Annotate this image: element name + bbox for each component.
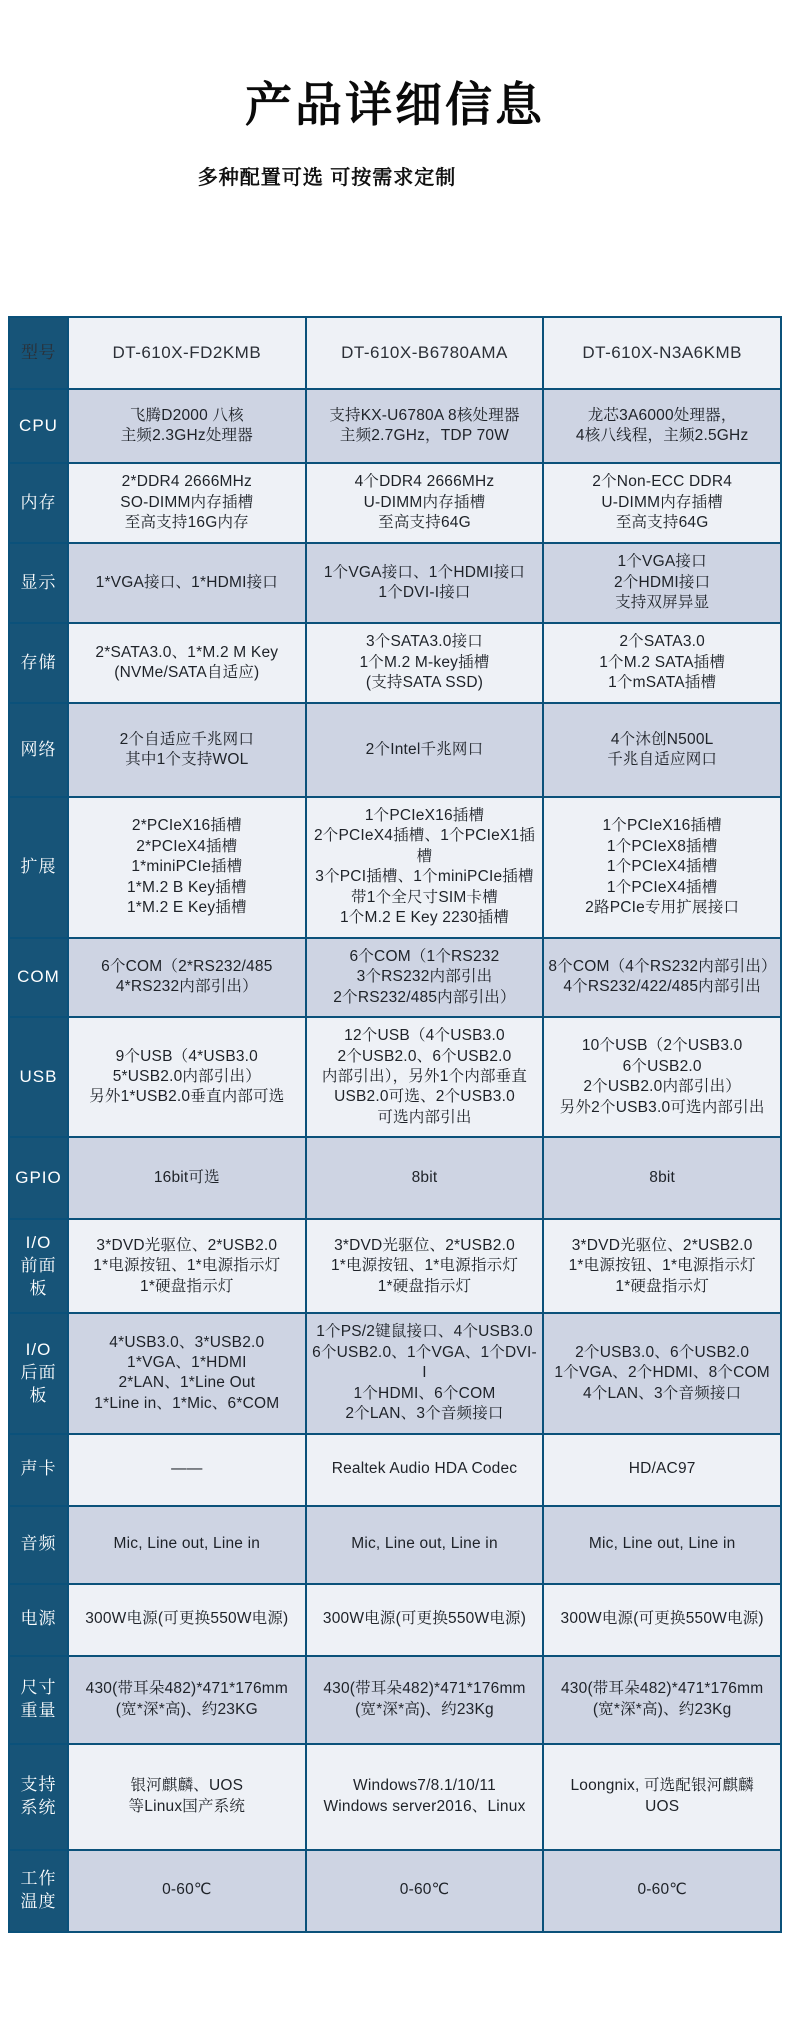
spec-line: 430(带耳朵482)*471*176mm (323, 1680, 526, 1698)
spec-cell (307, 1220, 543, 1312)
spec-cell (307, 1018, 543, 1136)
spec-line: DT-610X-N3A6KMB (582, 342, 742, 362)
spec-cell (307, 1585, 543, 1655)
spec-cell (69, 1657, 305, 1743)
table-row (10, 1585, 780, 1655)
spec-line: 系统 (20, 1797, 57, 1817)
spec-line: 网络 (20, 739, 57, 759)
table-row (10, 939, 780, 1016)
spec-line: 3*DVD光驱位、2*USB2.0 (334, 1236, 515, 1254)
spec-cell (544, 1507, 780, 1583)
spec-cell (544, 1657, 780, 1743)
spec-line: Mic, Line out, Line in (588, 1535, 736, 1553)
spec-cell (307, 1138, 543, 1218)
spec-line: 1*Line in、1*Mic、6*COM (94, 1394, 280, 1412)
spec-line: 2个Intel千兆网口 (365, 740, 484, 758)
spec-line: 等Linux国产系统 (128, 1797, 246, 1815)
spec-line: 9个USB（4*USB3.0 (115, 1047, 259, 1065)
spec-line: 内部引出），另外1个内部垂直 (321, 1067, 528, 1085)
spec-line: U-DIMM内存插槽 (363, 493, 486, 511)
spec-cell (69, 1220, 305, 1312)
spec-line: 扩展 (20, 856, 57, 876)
spec-line: 1*电源按钮、1*电源指示灯 (93, 1257, 281, 1275)
page-subtitle: 多种配置可选 可按需求定制 (197, 167, 457, 189)
spec-line: 1*电源按钮、1*电源指示灯 (568, 1257, 756, 1275)
spec-cell (69, 464, 305, 542)
spec-cell (69, 704, 305, 796)
spec-line: 1个PCIeX4插槽 (606, 878, 718, 896)
spec-line: 1个PCIeX16插槽 (364, 807, 485, 824)
spec-line: 4*USB3.0、3*USB2.0 (109, 1333, 265, 1351)
spec-line: 至高支持16G内存 (124, 514, 249, 532)
spec-line: 1个PS/2键鼠接口、4个USB3.0 (316, 1323, 533, 1341)
row-header (10, 1657, 67, 1743)
spec-line: 10个USB（2个USB3.0 (581, 1037, 743, 1055)
row-header (10, 1745, 67, 1849)
spec-line: 430(带耳朵482)*471*176mm (85, 1680, 288, 1698)
table-row (10, 1435, 780, 1505)
spec-cell (307, 704, 543, 796)
spec-cell (544, 939, 780, 1016)
spec-cell (69, 1745, 305, 1849)
spec-cell (307, 464, 543, 542)
spec-line: (宽*深*高)、约23Kg (592, 1700, 732, 1718)
spec-line: 内存 (20, 492, 57, 512)
spec-cell (544, 1138, 780, 1218)
spec-line: COM (17, 966, 60, 986)
table-row (10, 1851, 780, 1931)
spec-line: 1*M.2 B Key插槽 (126, 878, 247, 896)
spec-line: DT-610X-B6780AMA (341, 342, 508, 362)
spec-line: (NVMe/SATA自适应) (114, 664, 260, 681)
spec-line: 300W电源(可更换550W电源) (85, 1610, 289, 1628)
spec-line: 4个沐创N500L (610, 730, 714, 748)
row-header (10, 1435, 67, 1505)
spec-line: 1*M.2 E Key插槽 (126, 899, 247, 917)
table-row (10, 798, 780, 937)
row-header (10, 544, 67, 622)
spec-line: DT-610X-FD2KMB (112, 342, 262, 362)
spec-line: 430(带耳朵482)*471*176mm (560, 1680, 764, 1698)
spec-line: 4个LAN、3个音频接口 (583, 1384, 742, 1402)
spec-line: 温度 (20, 1891, 57, 1911)
table-row (10, 1314, 780, 1432)
spec-cell (69, 939, 305, 1016)
spec-cell (307, 1435, 543, 1505)
spec-line: 6个COM（2*RS232/485 (101, 957, 273, 975)
spec-line: 3个SATA3.0接口 (365, 633, 484, 651)
spec-cell (69, 1851, 305, 1931)
spec-line: 后面板 (20, 1363, 57, 1405)
spec-cell (307, 1745, 543, 1849)
spec-line: 电源 (20, 1609, 57, 1629)
spec-cell (69, 1435, 305, 1505)
spec-line: 3*DVD光驱位、2*USB2.0 (571, 1236, 753, 1254)
spec-line: 4个DDR4 2666MHz (354, 473, 495, 491)
table-row (10, 1745, 780, 1849)
spec-line: 另外2个USB3.0可选内部引出 (559, 1098, 765, 1116)
table-row (10, 1657, 780, 1743)
spec-line: —— (171, 1460, 203, 1478)
row-header (10, 798, 67, 937)
spec-line: 重量 (20, 1700, 57, 1720)
spec-line: 2个USB2.0内部引出） (583, 1078, 741, 1096)
spec-line: 2个PCIeX4插槽、1个PCIeX1插槽 (313, 827, 536, 865)
spec-line: 工作 (20, 1868, 57, 1888)
spec-line: 银河麒麟、UOS (130, 1777, 244, 1795)
spec-table (8, 316, 782, 1933)
spec-line: 1个PCIeX8插槽 (606, 837, 718, 855)
spec-cell (307, 1507, 543, 1583)
spec-cell (544, 1851, 780, 1931)
spec-line: 2路PCIe专用扩展接口 (585, 899, 740, 917)
spec-cell (544, 1745, 780, 1849)
spec-line: 显示 (20, 572, 57, 592)
spec-line: 3个RS232内部引出 (356, 968, 493, 986)
spec-line: USB (19, 1066, 58, 1086)
spec-line: 1个PCIeX4插槽 (606, 858, 718, 876)
spec-line: 1个VGA接口、1个HDMI接口 (323, 563, 526, 581)
spec-line: 12个USB（4个USB3.0 (344, 1027, 505, 1045)
spec-line: 8bit (411, 1169, 438, 1187)
spec-line: 支持 (20, 1774, 57, 1794)
spec-line: 1*VGA接口、1*HDMI接口 (95, 573, 278, 591)
spec-cell (307, 544, 543, 622)
spec-line: USB2.0可选、2个USB3.0 (334, 1088, 515, 1106)
spec-cell (69, 798, 305, 937)
spec-line: Realtek Audio HDA Codec (331, 1460, 518, 1478)
spec-line: CPU (19, 415, 58, 435)
spec-line: 4*RS232内部引出） (115, 978, 258, 996)
spec-line: 2个Non-ECC DDR4 (592, 473, 733, 491)
table-row (10, 624, 780, 702)
spec-line: 3*DVD光驱位、2*USB2.0 (96, 1236, 278, 1254)
row-header (10, 624, 67, 702)
spec-line: 存储 (20, 652, 57, 672)
row-header (10, 464, 67, 542)
spec-line: 1*硬盘指示灯 (615, 1277, 709, 1295)
spec-line: 主频2.3GHz处理器 (120, 427, 253, 444)
spec-line: HD/AC97 (628, 1460, 696, 1478)
spec-line: UOS (645, 1797, 680, 1815)
spec-cell (544, 318, 780, 388)
spec-line: 至高支持64G (378, 514, 471, 532)
spec-line: 1个M.2 SATA插槽 (599, 653, 726, 671)
table-row (10, 1507, 780, 1583)
spec-line: 8个COM（4个RS232内部引出） (548, 957, 777, 975)
spec-line: 尺寸 (20, 1677, 57, 1697)
spec-line: 主频2.7GHz，TDP 70W (339, 427, 510, 444)
spec-line: (宽*深*高)、约23KG (115, 1700, 258, 1718)
spec-line: 2*LAN、1*Line Out (118, 1374, 256, 1392)
spec-line: 16bit可选 (153, 1169, 220, 1187)
spec-cell (307, 798, 543, 937)
spec-line: 1*电源按钮、1*电源指示灯 (330, 1257, 519, 1275)
row-header (10, 390, 67, 462)
spec-line: Mic, Line out, Line in (113, 1535, 261, 1553)
spec-line: 1个DVI-I接口 (378, 584, 471, 601)
spec-cell (69, 318, 305, 388)
spec-cell (69, 1585, 305, 1655)
table-row (10, 1220, 780, 1312)
spec-cell (544, 1018, 780, 1136)
spec-line: 0-60℃ (162, 1881, 212, 1899)
spec-line: 另外1*USB2.0垂直内部可选 (89, 1088, 285, 1106)
spec-line: Windows7/8.1/10/11 (353, 1777, 496, 1795)
spec-line: 千兆自适应网口 (607, 751, 718, 768)
spec-line: 其中1个支持WOL (125, 751, 249, 768)
spec-line: I/O (25, 1232, 52, 1252)
spec-cell (307, 1314, 543, 1432)
spec-cell (69, 624, 305, 702)
spec-line: Windows server2016、Linux (323, 1797, 526, 1815)
spec-line: 0-60℃ (637, 1881, 687, 1899)
spec-line: 音频 (20, 1534, 57, 1554)
spec-cell (307, 1851, 543, 1931)
spec-line: 2*DDR4 2666MHz (121, 473, 252, 491)
spec-line: 2个自适应千兆网口 (119, 730, 255, 748)
spec-line: Mic, Line out, Line in (351, 1535, 498, 1553)
spec-line: 1个PCIeX16插槽 (602, 817, 722, 835)
spec-cell (544, 544, 780, 622)
spec-cell (544, 390, 780, 462)
spec-line: SO-DIMM内存插槽 (120, 493, 254, 511)
spec-line: 5*USB2.0内部引出） (112, 1067, 261, 1085)
spec-line: 3个PCI插槽、1个miniPCIe插槽 (315, 868, 534, 886)
spec-cell (307, 939, 543, 1016)
row-header (10, 1314, 67, 1432)
spec-cell (69, 1507, 305, 1583)
table-row (10, 1018, 780, 1136)
spec-cell (544, 1220, 780, 1312)
spec-line: 6个COM（1个RS232 (349, 947, 500, 965)
spec-line: 2个HDMI接口 (614, 573, 711, 591)
spec-line: 1个VGA接口 (617, 553, 707, 571)
spec-line: 前面板 (20, 1255, 57, 1298)
spec-cell (544, 1585, 780, 1655)
row-header (10, 1851, 67, 1931)
spec-cell (307, 1657, 543, 1743)
spec-line: 支持KX-U6780A 8核处理器 (329, 406, 520, 424)
row-header (10, 1018, 67, 1136)
spec-line: 1个HDMI、6个COM (353, 1384, 496, 1402)
spec-line: 6个USB2.0、1个VGA、1个DVI-I (312, 1343, 537, 1382)
row-header (10, 1138, 67, 1218)
spec-line: 2*SATA3.0、1*M.2 M Key (95, 643, 279, 661)
spec-line: 1*硬盘指示灯 (140, 1277, 234, 1295)
table-row (10, 704, 780, 796)
spec-cell (544, 1435, 780, 1505)
spec-line: 型号 (21, 342, 56, 362)
spec-line: 声卡 (20, 1459, 57, 1479)
spec-line: 2个LAN、3个音频接口 (345, 1405, 504, 1423)
spec-cell (544, 1314, 780, 1432)
spec-cell (544, 704, 780, 796)
spec-line: I/O (25, 1340, 52, 1360)
spec-line: 1*硬盘指示灯 (377, 1277, 472, 1295)
spec-line: 2*PCIeX16插槽 (131, 817, 242, 835)
spec-line: 1个VGA、2个HDMI、8个COM (554, 1364, 770, 1382)
page-title: 产品详细信息 (245, 78, 545, 131)
spec-line: 2个RS232/485内部引出） (333, 988, 516, 1006)
spec-line: (支持SATA SSD) (365, 674, 484, 692)
spec-line: 4个RS232/422/485内部引出 (563, 978, 761, 996)
spec-line: (宽*深*高)、约23Kg (355, 1700, 494, 1718)
spec-cell (544, 464, 780, 542)
table-row (10, 318, 780, 388)
spec-line: U-DIMM内存插槽 (601, 493, 723, 511)
table-row (10, 390, 780, 462)
spec-line: 2个USB3.0、6个USB2.0 (575, 1343, 750, 1361)
spec-line: Loongnix, 可选配银河麒麟 (570, 1777, 754, 1795)
spec-line: 300W电源(可更换550W电源) (322, 1610, 527, 1628)
row-header (10, 318, 67, 388)
spec-line: 1个M.2 E Key 2230插槽 (339, 909, 509, 927)
spec-line: 1个mSATA插槽 (608, 674, 717, 692)
row-header (10, 704, 67, 796)
table-row (10, 464, 780, 542)
spec-cell (69, 1314, 305, 1432)
row-header (10, 939, 67, 1016)
spec-line: 带1个全尺寸SIM卡槽 (351, 888, 498, 906)
spec-line: 2个SATA3.0 (619, 633, 705, 651)
row-header (10, 1585, 67, 1655)
spec-cell (69, 544, 305, 622)
spec-line: 龙芯3A6000处理器， (587, 406, 737, 424)
spec-line: GPIO (15, 1167, 62, 1187)
spec-cell (307, 318, 543, 388)
spec-cell (69, 1018, 305, 1136)
spec-line: 飞腾D2000 八核 (129, 406, 244, 424)
spec-line: 0-60℃ (399, 1881, 450, 1899)
spec-line: 2*PCIeX4插槽 (136, 837, 238, 855)
spec-line: 1个M.2 M-key插槽 (359, 653, 490, 671)
spec-cell (307, 624, 543, 702)
spec-line: 1*VGA、1*HDMI (127, 1354, 247, 1372)
spec-line: 6个USB2.0 (622, 1057, 702, 1075)
spec-cell (69, 1138, 305, 1218)
row-header (10, 1220, 67, 1312)
spec-cell (544, 798, 780, 937)
spec-line: 1*miniPCIe插槽 (131, 858, 243, 876)
spec-line: 2个USB2.0、6个USB2.0 (337, 1047, 512, 1065)
spec-line: 至高支持64G (615, 514, 709, 532)
spec-line: 支持双屏异显 (615, 594, 710, 612)
spec-line: 可选内部引出 (377, 1108, 472, 1126)
spec-cell (544, 624, 780, 702)
spec-cell (69, 390, 305, 462)
spec-line: 4核八线程，主频2.5GHz (575, 427, 749, 444)
table-row (10, 1138, 780, 1218)
table-row (10, 544, 780, 622)
spec-cell (307, 390, 543, 462)
row-header (10, 1507, 67, 1583)
spec-line: 300W电源(可更换550W电源) (560, 1610, 764, 1628)
spec-line: 8bit (649, 1169, 676, 1187)
